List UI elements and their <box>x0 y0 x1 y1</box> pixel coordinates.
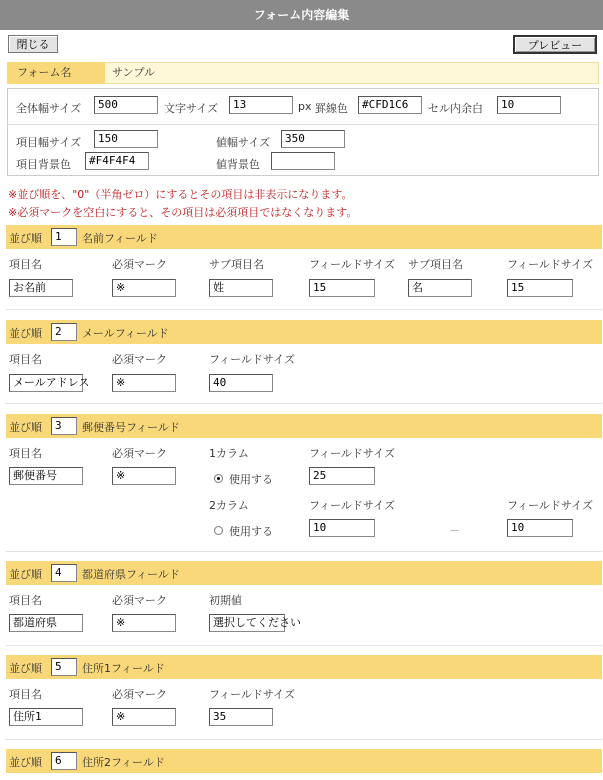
item-name-input[interactable]: 住所1 <box>9 708 83 726</box>
form-name-label: フォーム名 <box>7 62 105 84</box>
value-width-input[interactable]: 350 <box>281 130 345 148</box>
section-title: 名前フィールド <box>82 232 158 245</box>
order-input[interactable]: 4 <box>51 564 77 582</box>
cell-padding-input[interactable]: 10 <box>497 96 561 114</box>
total-width-input[interactable]: 500 <box>94 96 158 114</box>
px-unit-label: px <box>298 100 312 113</box>
field-size-label: フィールドサイズ <box>309 258 396 271</box>
order-label: 並び順 <box>9 421 42 434</box>
section-divider <box>6 645 602 646</box>
order-label: 並び順 <box>9 662 42 675</box>
settings-divider <box>7 124 599 125</box>
two-column-size-input[interactable]: 10 <box>309 519 375 537</box>
close-button[interactable]: 閉じる <box>8 35 58 53</box>
required-mark-label: 必須マーク <box>112 258 167 271</box>
required-mark-input[interactable]: ※ <box>112 374 176 392</box>
sub-item-name-label-2: サブ項目名 <box>408 258 463 271</box>
section-divider <box>6 309 602 310</box>
two-column-radio[interactable] <box>214 526 223 535</box>
item-name-input[interactable]: 郵便番号 <box>9 467 83 485</box>
field-size-input[interactable]: 35 <box>209 708 273 726</box>
required-mark-label: 必須マーク <box>112 353 167 366</box>
field-size-label: フィールドサイズ <box>209 353 296 366</box>
item-bg-input[interactable]: #F4F4F4 <box>85 152 149 170</box>
field-size-label-2: フィールドサイズ <box>507 258 594 271</box>
item-name-input[interactable]: 都道府県 <box>9 614 83 632</box>
item-name-label: 項目名 <box>9 594 42 607</box>
section-addr1-header <box>6 655 602 679</box>
field-size-label: フィールドサイズ <box>309 447 396 460</box>
item-name-label: 項目名 <box>9 447 42 460</box>
sub-item-name-input-2[interactable]: 名 <box>408 279 472 297</box>
field-size-input[interactable]: 15 <box>309 279 375 297</box>
preview-button[interactable]: プレビュー <box>513 35 597 54</box>
field-size-input[interactable]: 40 <box>209 374 273 392</box>
initial-value-input[interactable]: 選択してください <box>209 614 285 632</box>
required-mark-input[interactable]: ※ <box>112 279 176 297</box>
required-mark-label: 必須マーク <box>112 447 167 460</box>
item-width-input[interactable]: 150 <box>94 130 158 148</box>
sub-item-name-input[interactable]: 姓 <box>209 279 273 297</box>
two-column-size-input-2[interactable]: 10 <box>507 519 573 537</box>
order-label: 並び順 <box>9 568 42 581</box>
section-addr2-header <box>6 749 602 773</box>
required-mark-input[interactable]: ※ <box>112 708 176 726</box>
required-mark-label: 必須マーク <box>112 688 167 701</box>
total-width-label: 全体幅サイズ <box>16 102 82 115</box>
field-size-label: フィールドサイズ <box>209 688 296 701</box>
item-name-input[interactable]: メールアドレス <box>9 374 83 392</box>
item-name-label: 項目名 <box>9 258 42 271</box>
section-divider <box>6 739 602 740</box>
one-column-radio[interactable] <box>214 474 223 483</box>
section-pref-header <box>6 561 602 585</box>
section-mail-header <box>6 320 602 344</box>
two-column-radio-label: 使用する <box>229 525 273 538</box>
field-size-label-3: フィールドサイズ <box>507 499 594 512</box>
font-size-label: 文字サイズ <box>164 102 219 115</box>
order-label: 並び順 <box>9 756 42 769</box>
item-name-label: 項目名 <box>9 353 42 366</box>
section-title: 住所2フィールド <box>82 756 165 769</box>
section-title: 都道府県フィールド <box>82 568 180 581</box>
border-color-input[interactable]: #CFD1C6 <box>358 96 422 114</box>
note-required-mark: ※必須マークを空白にすると、その項目は必須項目ではなくなります。 <box>8 206 358 219</box>
form-name-value: サンプル <box>112 66 156 79</box>
order-input[interactable]: 1 <box>51 228 77 246</box>
font-size-input[interactable]: 13 <box>229 96 293 114</box>
initial-value-label: 初期値 <box>209 594 242 607</box>
one-column-size-input[interactable]: 25 <box>309 467 375 485</box>
required-mark-input[interactable]: ※ <box>112 467 176 485</box>
section-divider <box>6 403 602 404</box>
dash-separator: － <box>449 524 460 537</box>
item-name-input[interactable]: お名前 <box>9 279 73 297</box>
sub-item-name-label: サブ項目名 <box>209 258 264 271</box>
field-size-label-2: フィールドサイズ <box>309 499 396 512</box>
section-title: 郵便番号フィールド <box>82 421 180 434</box>
one-column-label: 1カラム <box>209 447 249 460</box>
order-input[interactable]: 5 <box>51 658 77 676</box>
cell-padding-label: セル内余白 <box>428 102 483 115</box>
border-color-label: 罫線色 <box>315 102 348 115</box>
item-name-label: 項目名 <box>9 688 42 701</box>
value-bg-input[interactable] <box>271 152 335 170</box>
field-size-input-2[interactable]: 15 <box>507 279 573 297</box>
required-mark-input[interactable]: ※ <box>112 614 176 632</box>
section-title: メールフィールド <box>82 327 169 340</box>
section-divider <box>6 551 602 552</box>
section-postal-header <box>6 414 602 438</box>
order-label: 並び順 <box>9 327 42 340</box>
order-input[interactable]: 3 <box>51 417 77 435</box>
order-input[interactable]: 2 <box>51 323 77 341</box>
one-column-radio-label: 使用する <box>229 473 273 486</box>
required-mark-label: 必須マーク <box>112 594 167 607</box>
note-hidden-order: ※並び順を、"0"（半角ゼロ）にするとその項目は非表示になります。 <box>8 188 353 201</box>
value-width-label: 値幅サイズ <box>216 136 271 149</box>
section-title: 住所1フィールド <box>82 662 165 675</box>
value-bg-label: 値背景色 <box>216 158 260 171</box>
section-name-header <box>6 225 602 249</box>
item-bg-label: 項目背景色 <box>16 158 71 171</box>
two-column-label: 2カラム <box>209 499 249 512</box>
page-title: フォーム内容編集 <box>0 0 603 30</box>
order-input[interactable]: 6 <box>51 752 77 770</box>
item-width-label: 項目幅サイズ <box>16 136 82 149</box>
order-label: 並び順 <box>9 232 42 245</box>
